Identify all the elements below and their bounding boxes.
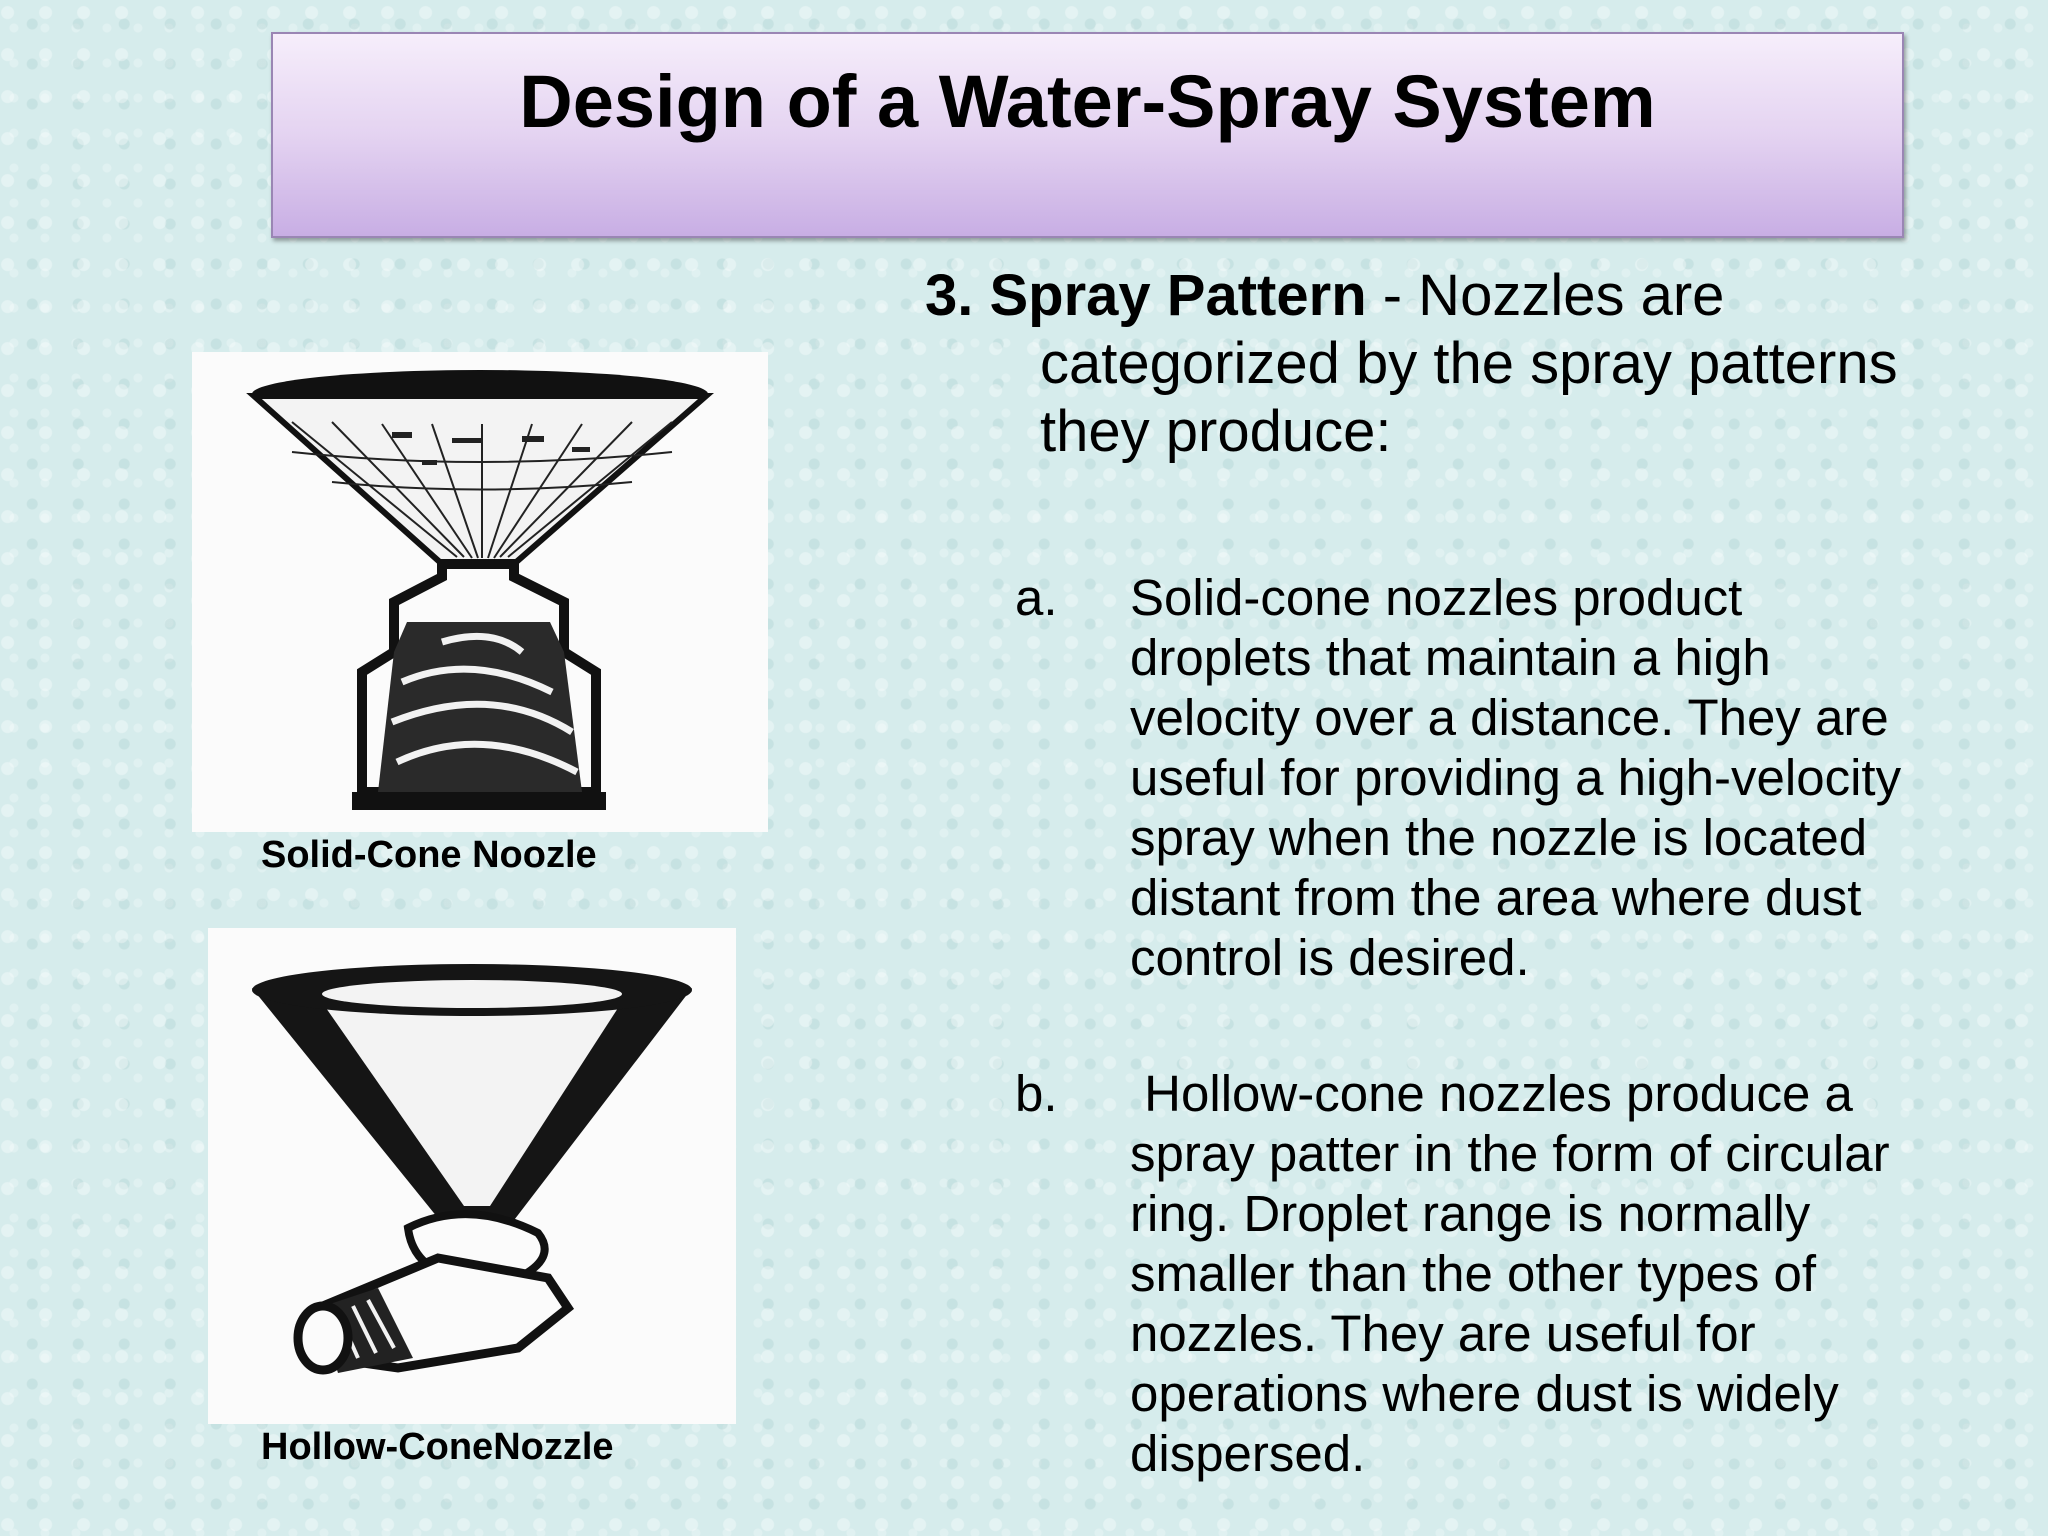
title-banner	[271, 32, 1904, 238]
heading-rest: - Nozzles are	[1366, 263, 1725, 328]
hollow-cone-nozzle-image	[208, 928, 736, 1424]
text-line: operations where dust is widely	[1130, 1365, 1839, 1422]
solid-cone-nozzle-image	[192, 352, 768, 832]
text-line: nozzles. They are useful for	[1130, 1305, 1756, 1362]
heading-number-bold: 3. Spray Pattern	[925, 263, 1367, 328]
text-line: velocity over a distance. They are	[1130, 689, 1889, 746]
heading-line-1	[925, 262, 2025, 330]
text-line: droplets that maintain a high	[1130, 629, 1771, 686]
spray-pattern-heading	[925, 262, 2025, 466]
text-line: smaller than the other types of	[1130, 1245, 1817, 1302]
text-line: Hollow-cone nozzles produce a	[1130, 1065, 1853, 1122]
list-item-text	[1130, 568, 2030, 988]
slide-title: Design of a Water-Spray System	[519, 60, 1656, 143]
text-line: dispersed.	[1130, 1425, 1366, 1482]
list-marker: a.	[1015, 569, 1058, 626]
list-marker: b.	[1015, 1065, 1058, 1122]
text-line: spray patter in the form of circular	[1130, 1125, 1890, 1182]
heading-line-2: categorized by the spray patterns	[1040, 331, 1898, 396]
text-line: Solid-cone nozzles product	[1130, 569, 1743, 626]
hollow-cone-caption: Hollow-ConeNozzle	[261, 1426, 614, 1468]
text-line: control is desired.	[1130, 929, 1530, 986]
text-line: ring. Droplet range is normally	[1130, 1185, 1811, 1242]
heading-line-3: they produce:	[1040, 399, 1392, 464]
text-line: spray when the nozzle is located	[1130, 809, 1868, 866]
text-line: useful for providing a high-velocity	[1130, 749, 1902, 806]
list-item-text	[1130, 1064, 2030, 1484]
solid-cone-caption: Solid-Cone Noozle	[261, 834, 597, 876]
text-line: distant from the area where dust	[1130, 869, 1862, 926]
